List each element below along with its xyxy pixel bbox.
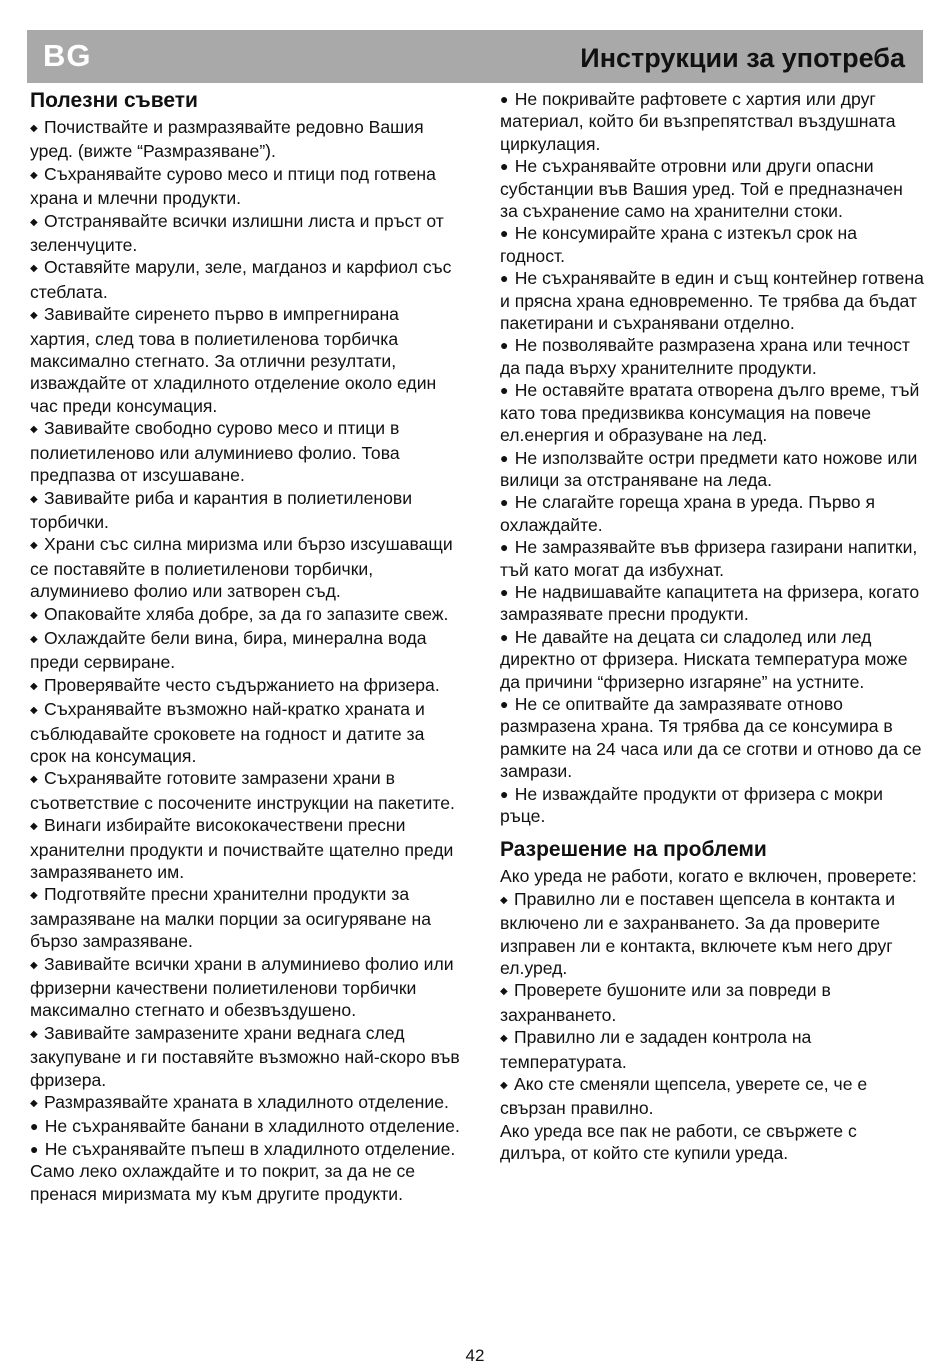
diamond-bullet-icon: ◆ xyxy=(30,169,38,181)
diamond-bullet-icon: ◆ xyxy=(30,1028,38,1040)
list-item xyxy=(30,814,460,883)
section-heading-tips: Полезни съвети xyxy=(30,89,198,112)
diamond-bullet-icon: ◆ xyxy=(30,123,38,134)
list-item-text: Проверете бушоните или за повреди в захранването. xyxy=(500,980,831,1025)
diamond-bullet-icon: ◆ xyxy=(30,959,38,971)
diamond-bullet-icon: ◆ xyxy=(30,493,38,505)
round-bullet-icon: ● xyxy=(500,494,509,511)
list-item-text: Правилно ли е зададен контрола на температурата. xyxy=(500,1027,812,1072)
list-item-text: Не оставяйте вратата отворена дълго време, тъй като това предизвиква консумация на повече ел.енергия и образуване на лед. xyxy=(500,380,920,446)
list-item-text: Не надвишавайте капацитета на фризера, когато замразявате пресни продукти. xyxy=(500,581,920,625)
list-item xyxy=(500,693,925,783)
list-item xyxy=(30,698,460,767)
round-bullet-icon: ● xyxy=(500,270,509,287)
list-item xyxy=(30,767,460,814)
list-item xyxy=(500,155,925,222)
list-item-text: Не съхранявайте банани в хладилното отделение. xyxy=(44,1116,460,1137)
page-number: 42 xyxy=(465,1346,485,1365)
round-bullet-icon: ● xyxy=(30,1140,39,1157)
list-item-text: Проверявайте често съдържанието на фризера. xyxy=(44,674,440,695)
list-item-text: Не позволявайте размразена храна или течност да пада върху хранителните продукти. xyxy=(500,335,910,378)
list-item xyxy=(30,883,460,952)
diamond-bullet-icon: ◆ xyxy=(500,1080,508,1092)
list-item xyxy=(30,627,460,674)
diamond-bullet-icon: ◆ xyxy=(30,1098,38,1110)
list-item-text: Съхранявайте готовите замразени храни в съответствие с посочените инструкции на пакетите. xyxy=(30,768,455,813)
list-item-text: Не съхранявайте пъпеш в хладилното отделение. Само леко охлаждайте и то покрит, за да не се пренася миризмата му към другите продукти. xyxy=(30,1138,456,1204)
list-item xyxy=(30,1138,460,1205)
left-column xyxy=(30,88,460,1205)
round-bullet-icon: ● xyxy=(30,1118,39,1135)
diamond-bullet-icon: ◆ xyxy=(30,609,38,621)
diamond-bullet-icon: ◆ xyxy=(30,540,38,552)
round-bullet-icon: ● xyxy=(500,695,509,712)
troubleshooting-intro: Ако уреда не работи, когато е включен, проверете: xyxy=(500,866,917,887)
list-item xyxy=(500,491,925,536)
list-item-text: Завивайте замразените храни веднага след закупуване и ги поставяйте възможно най-скоро във фризера. xyxy=(30,1022,460,1090)
round-bullet-icon: ● xyxy=(500,449,509,466)
list-item-text: Охлаждайте бели вина, бира, минерална вода преди сервиране. xyxy=(30,627,427,673)
diamond-bullet-icon: ◆ xyxy=(30,821,38,833)
list-item-text: Не покривайте рафтовете с хартия или друг материал, който би възпрепятствал въздушната циркулация. xyxy=(500,89,896,154)
list-item-text: Завивайте риба и карантия в полиетиленови торбички. xyxy=(30,487,413,532)
diamond-bullet-icon: ◆ xyxy=(30,263,38,275)
right-column xyxy=(500,88,925,1165)
list-item xyxy=(500,783,925,828)
round-bullet-icon: ● xyxy=(500,628,509,645)
list-item xyxy=(500,88,925,155)
list-item-text: Завивайте сиренето първо в импрегнирана хартия, след това в полиетиленова торбичка максимално стегнато. За отлични резултати, изваждайте от хладилното отделение около един час преди консумация. xyxy=(30,304,437,416)
round-bullet-icon: ● xyxy=(500,91,509,107)
list-item-text: Отстранявайте всички излишни листа и пръст от зеленчуците. xyxy=(30,210,444,256)
language-code: BG xyxy=(43,38,92,73)
list-item-text: Правилно ли е поставен щепсела в контакта и включено ли е захранването. За да проверите изправен ли е контакта, включете към него друг ел.уред. xyxy=(500,888,896,979)
warnings-list xyxy=(500,88,925,827)
diamond-bullet-icon: ◆ xyxy=(500,986,508,998)
list-item-text: Храни със силна миризма или бързо изсушаващи се поставяйте в полиетиленови торбички, алуминиево фолио или затворен съд. xyxy=(30,534,453,602)
list-item xyxy=(30,603,460,627)
list-item xyxy=(30,210,460,257)
diamond-bullet-icon: ◆ xyxy=(30,705,38,717)
list-item xyxy=(500,334,925,379)
list-item xyxy=(500,379,925,446)
diamond-bullet-icon: ◆ xyxy=(30,310,38,322)
list-item-text: Ако сте сменяли щепсела, уверете се, че е свързан правилно. xyxy=(500,1074,868,1119)
list-item xyxy=(30,417,460,486)
round-bullet-icon: ● xyxy=(500,583,509,600)
troubleshooting-list xyxy=(500,888,925,1120)
round-bullet-icon: ● xyxy=(500,225,509,242)
list-item xyxy=(30,256,460,303)
list-item xyxy=(30,533,460,602)
list-item-text: Оставяйте марули, зеле, магданоз и карфиол със стеблата. xyxy=(30,257,452,302)
list-item-text: Завивайте свободно сурово месо и птици в полиетиленово или алуминиево фолио. Това предпазва от изсушаване. xyxy=(30,418,400,486)
round-bullet-icon: ● xyxy=(500,785,509,802)
list-item-text: Подготвяйте пресни хранителни продукти за замразяване на малки порции за осигуряване на бързо замразяване. xyxy=(30,884,432,952)
list-item xyxy=(30,487,460,534)
list-item xyxy=(500,888,925,980)
list-item xyxy=(500,979,925,1026)
list-item xyxy=(30,1091,460,1115)
list-item-text: Винаги избирайте висококачествени пресни хранителни продукти и почиствайте щателно преди замразяването им. xyxy=(30,815,454,882)
round-bullet-icon: ● xyxy=(500,158,509,175)
list-item-text: Завивайте всички храни в алуминиево фолио или фризерни качествени полиетиленови торбички максимално стегнато и обезвъздушено. xyxy=(30,953,454,1021)
list-item-text: Не съхранявайте отровни или други опасни субстанции във Вашия уред. Той е предназначен за съхранение само на хранителни стоки. xyxy=(500,156,903,222)
list-item xyxy=(500,581,925,626)
diamond-bullet-icon: ◆ xyxy=(500,894,508,906)
list-item xyxy=(30,303,460,417)
list-item-text: Не изваждайте продукти от фризера с мокри ръце. xyxy=(500,783,883,826)
page-title: Инструкции за употреба xyxy=(580,43,905,73)
round-bullet-icon: ● xyxy=(500,539,509,556)
list-item-text: Съхранявайте сурово месо и птици под готвена храна и млечни продукти. xyxy=(30,163,436,209)
list-item-text: Не замразявайте във фризера газирани напитки, тъй като могат да избухнат. xyxy=(500,537,918,580)
list-item xyxy=(500,267,925,334)
list-item xyxy=(500,447,925,492)
list-item xyxy=(30,1022,460,1091)
section-heading-troubleshooting: Разрешение на проблеми xyxy=(500,838,767,862)
list-item xyxy=(30,116,460,163)
list-item-text: Почиствайте и размразявайте редовно Вашия уред. (вижте “Размразяване”). xyxy=(30,117,424,162)
diamond-bullet-icon: ◆ xyxy=(30,774,38,786)
list-item xyxy=(500,536,925,581)
diamond-bullet-icon: ◆ xyxy=(30,216,38,228)
list-item xyxy=(500,222,925,267)
list-item-text: Размразявайте храната в хладилното отделение. xyxy=(44,1092,449,1113)
list-item-text: Не консумирайте храна с изтекъл срок на годност. xyxy=(500,223,857,266)
list-item xyxy=(30,674,460,698)
diamond-bullet-icon: ◆ xyxy=(500,1033,508,1045)
list-item xyxy=(30,163,460,210)
diamond-bullet-icon: ◆ xyxy=(30,633,38,645)
round-bullet-icon: ● xyxy=(500,337,509,354)
list-item-text: Не се опитвайте да замразявате отново размразена храна. Тя трябва да се консумира в рамките на 24 часа или да се сготви и отново да се замрази. xyxy=(500,693,922,782)
list-item xyxy=(500,626,925,693)
page-header xyxy=(27,30,923,83)
list-item xyxy=(500,1026,925,1073)
diamond-bullet-icon: ◆ xyxy=(30,890,38,902)
round-bullet-icon: ● xyxy=(500,382,509,399)
diamond-bullet-icon: ◆ xyxy=(30,424,38,436)
list-item-text: Съхранявайте възможно най-кратко храната и съблюдавайте сроковете на годност и датите за срок на консумация. xyxy=(30,699,425,766)
list-item-text: Не използвайте остри предмети като ножове или вилици за отстраняване на леда. xyxy=(500,447,918,490)
troubleshooting-outro: Ако уреда все пак не работи, се свържете с дилъра, от който сте купили уреда. xyxy=(500,1120,857,1164)
list-item xyxy=(30,1115,460,1137)
list-item xyxy=(500,1073,925,1120)
list-item-text: Не съхранявайте в един и същ контейнер готвена и прясна храна едновременно. Те трябва да бъдат пакетирани и съхранявани отделно. xyxy=(500,268,924,334)
list-item-text: Опаковайте хляба добре, за да го запазите свеж. xyxy=(44,603,449,624)
diamond-bullet-icon: ◆ xyxy=(30,680,38,692)
tips-list xyxy=(30,116,460,1205)
list-item-text: Не слагайте гореща храна в уреда. Първо я охлаждайте. xyxy=(500,492,875,535)
list-item-text: Не давайте на децата си сладолед или лед директно от фризера. Ниската температура може да причини “фризерно изгаряне” на устните. xyxy=(500,626,908,692)
list-item xyxy=(30,953,460,1022)
